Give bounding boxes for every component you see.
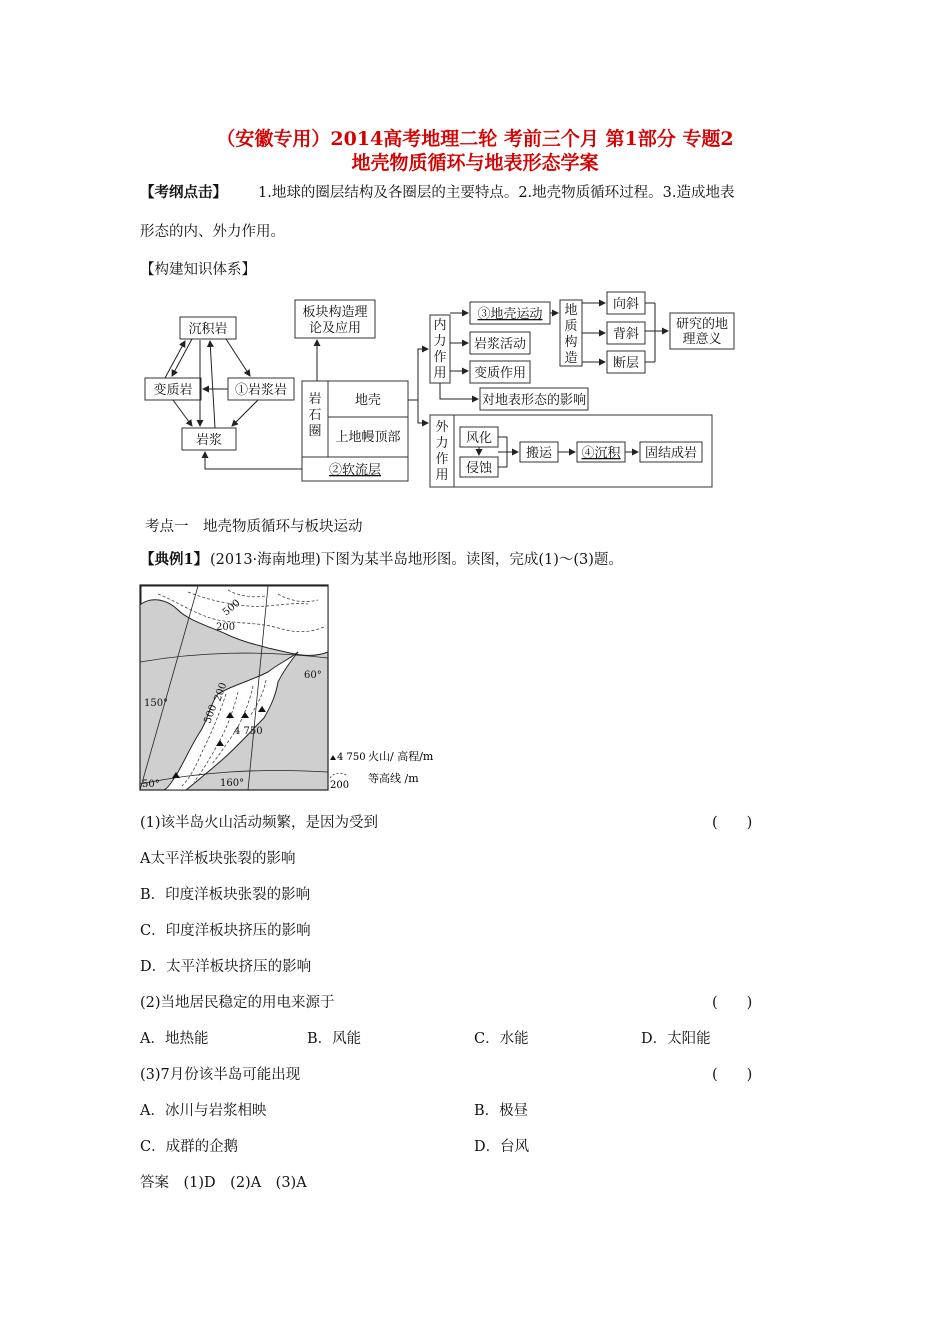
- label-asthenosphere: ②软流层: [328, 463, 382, 478]
- q1-option-b: B．印度洋板块张裂的影响: [140, 887, 311, 903]
- q3-stem: (3)7月份该半岛可能出现: [140, 1067, 301, 1083]
- label-litho-3: 圈: [308, 424, 322, 439]
- label-geo-1: 地: [564, 303, 578, 318]
- legend-volcano-text: 火山/ 高程/m: [368, 750, 434, 763]
- contour-500-north: 500: [220, 597, 243, 619]
- label-internal-3: 作: [433, 350, 447, 365]
- label-weathering: 风化: [465, 431, 493, 446]
- label-igneous: ①岩浆岩: [234, 383, 288, 398]
- q1-option-d: D．太平洋板块挤压的影响: [140, 959, 312, 975]
- legend-contour-icon: [330, 773, 348, 778]
- q1-paren: ( ): [712, 815, 753, 831]
- label-plate-theory-1: 板块构造理: [302, 305, 368, 320]
- contour-200-north: 200: [216, 622, 236, 633]
- doc-title-line2: 地壳物质循环与地表形态学案: [351, 152, 599, 174]
- label-landform-effect: 对地表形态的影响: [481, 393, 587, 408]
- q3-option-c: C．成群的企鹅: [140, 1139, 239, 1155]
- label-internal-2: 力: [433, 334, 447, 349]
- system-label: 【构建知识体系】: [140, 262, 256, 278]
- label-deposition: ④沉积: [581, 446, 621, 461]
- label-external-4: 用: [435, 468, 449, 483]
- label-geo-2: 质: [564, 319, 578, 334]
- outline-label: 【考纲点击】: [140, 184, 227, 201]
- example-text: (2013·海南地理)下图为某半岛地形图。读图，完成(1)～(3)题。: [210, 552, 623, 568]
- q2-option-c: C．水能: [474, 1031, 529, 1047]
- label-syncline: 向斜: [612, 297, 640, 312]
- volcano-elevation: 4 750: [234, 726, 263, 737]
- label-sediment: 沉积岩: [188, 322, 228, 337]
- label-consolidation: 固结成岩: [644, 446, 698, 461]
- q1-option-c: C．印度洋板块挤压的影响: [140, 923, 311, 939]
- label-crust: 地壳: [354, 393, 382, 408]
- contour-200-south: 200: [212, 681, 230, 704]
- lon-160: 160°: [220, 778, 245, 789]
- legend-contour-text: 等高线 /m: [368, 772, 419, 785]
- label-transport: 搬运: [525, 446, 553, 461]
- label-metamorphism: 变质作用: [473, 366, 527, 381]
- lon-150: 150°: [144, 698, 169, 709]
- outline-text-2: 形态的内、外力作用。: [140, 224, 285, 240]
- peninsula-map: [138, 582, 448, 794]
- answer: 答案 (1)D (2)A (3)A: [140, 1175, 307, 1191]
- label-geo-3: 构: [564, 335, 578, 350]
- legend-volcano-icon: [330, 755, 336, 760]
- q1-stem: (1)该半岛火山活动频繁，是因为受到: [140, 815, 379, 831]
- label-litho-2: 石: [308, 408, 322, 423]
- label-upper-mantle: 上地幔顶部: [335, 430, 401, 445]
- label-internal-1: 内: [433, 318, 447, 333]
- label-geo-4: 造: [564, 351, 578, 366]
- label-anticline: 背斜: [612, 327, 640, 342]
- label-external-3: 作: [435, 452, 449, 467]
- label-erosion: 侵蚀: [465, 461, 493, 476]
- legend-contour-value: 200: [330, 780, 350, 791]
- label-litho-1: 岩: [308, 392, 322, 407]
- legend-volcano-value: 4 750: [337, 752, 366, 763]
- q2-stem: (2)当地居民稳定的用电来源于: [140, 995, 335, 1011]
- q3-option-d: D．台风: [474, 1139, 530, 1155]
- example-label: 【典例1】: [140, 551, 209, 568]
- q2-option-b: B．风能: [307, 1031, 362, 1047]
- outline-text-1: 1.地球的圈层结构及各圈层的主要特点。2.地壳物质循环过程。3.造成地表: [258, 185, 735, 201]
- q3-option-b: B．极昼: [474, 1103, 529, 1119]
- lat-60: 60°: [304, 670, 322, 681]
- label-metamorphic: 变质岩: [153, 383, 193, 398]
- label-crustal-movement: ③地壳运动: [477, 307, 543, 322]
- q2-paren: ( ): [712, 995, 753, 1011]
- label-significance-2: 理意义: [682, 332, 722, 347]
- label-plate-theory-2: 论及应用: [308, 321, 362, 336]
- doc-title-line1: （安徽专用）2014高考地理二轮 考前三个月 第1部分 专题2: [216, 128, 734, 150]
- contour-500-south: 500: [202, 703, 220, 726]
- q2-option-d: D．太阳能: [641, 1031, 711, 1047]
- knowledge-diagram: [140, 285, 740, 495]
- label-significance-1: 研究的地: [675, 317, 729, 332]
- label-external-1: 外: [435, 420, 449, 435]
- label-external-2: 力: [435, 436, 449, 451]
- q3-paren: ( ): [712, 1067, 753, 1083]
- q3-option-a: A．冰川与岩浆相映: [140, 1103, 267, 1119]
- lat-50: 50°: [142, 779, 160, 790]
- q1-option-a: A太平洋板块张裂的影响: [140, 851, 296, 867]
- label-fault: 断层: [612, 356, 640, 371]
- label-internal-4: 用: [433, 366, 447, 381]
- section-title: 考点一 地壳物质循环与板块运动: [145, 519, 363, 535]
- label-magma: 岩浆: [195, 433, 223, 448]
- q2-option-a: A．地热能: [140, 1031, 209, 1047]
- label-magma-activity: 岩浆活动: [473, 337, 527, 352]
